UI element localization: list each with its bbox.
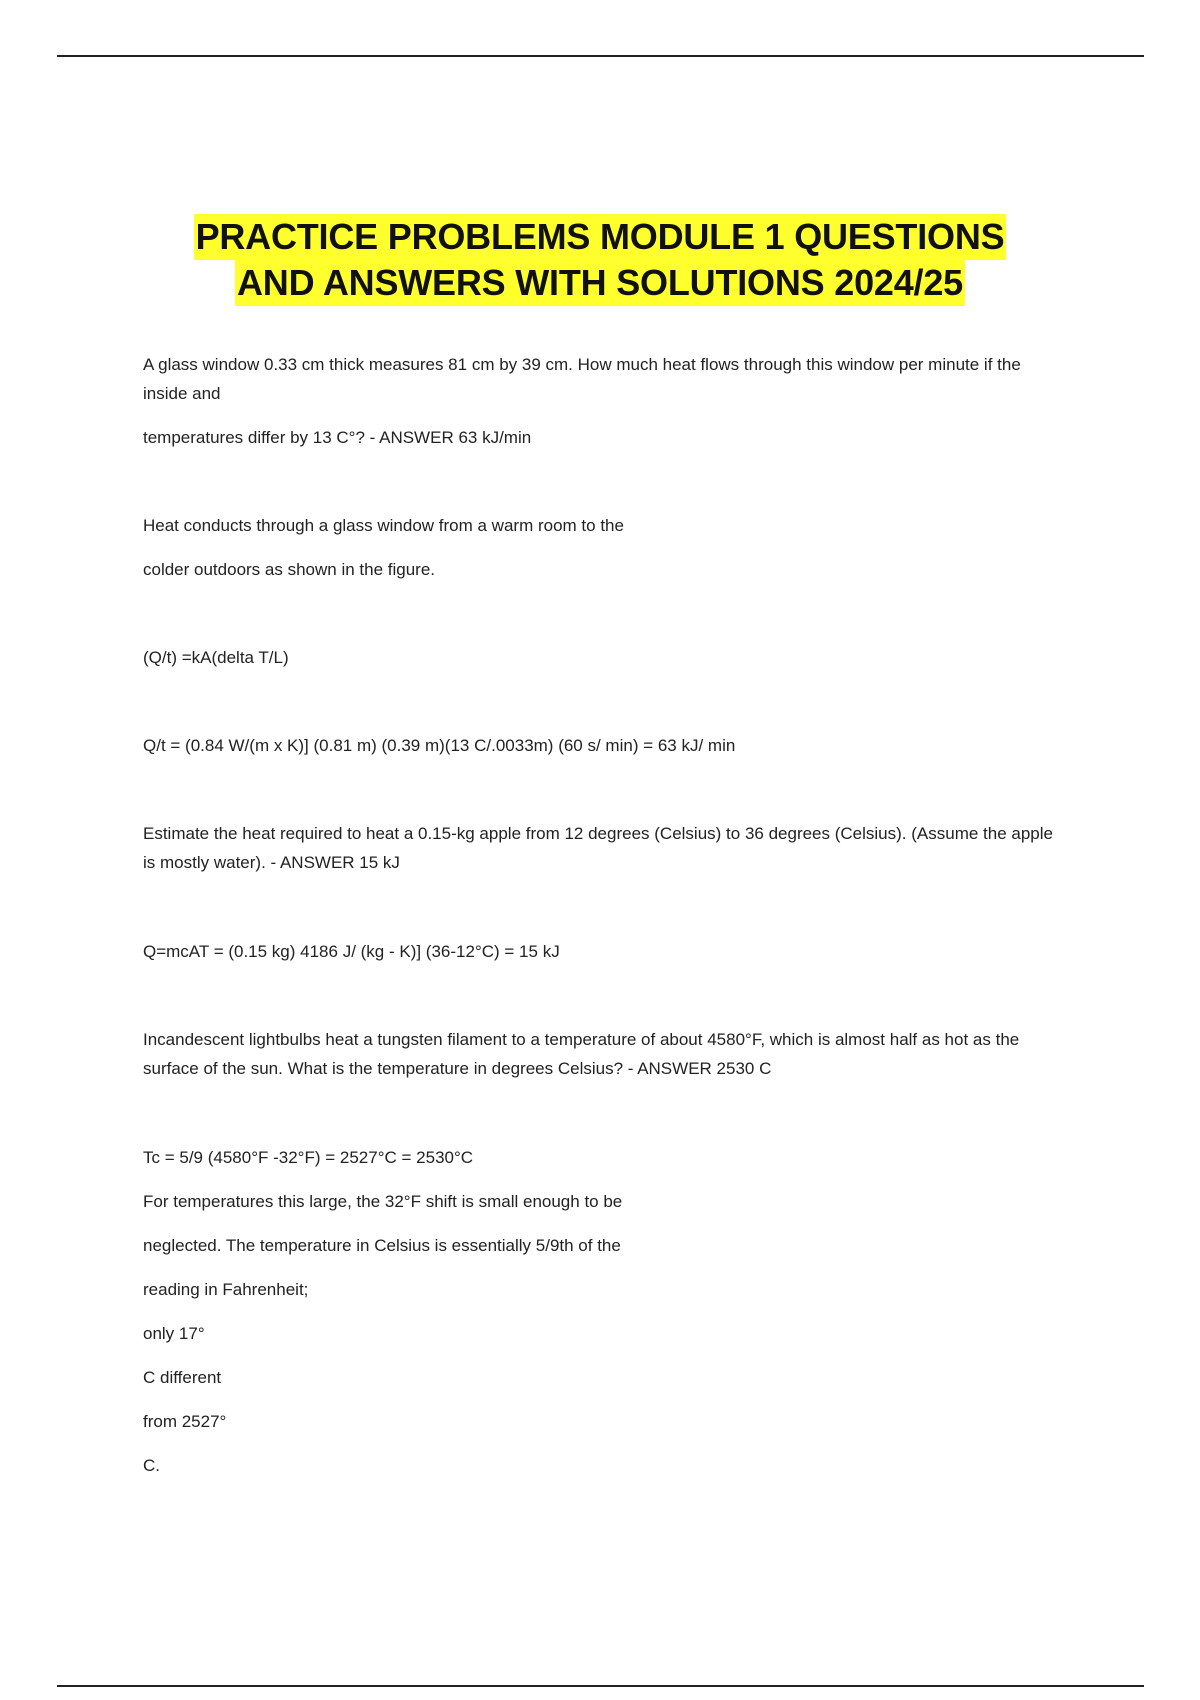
solution-1-line-1: Heat conducts through a glass window from a warm room to the xyxy=(143,516,624,535)
top-rule xyxy=(57,55,1144,57)
solution-2-calculation: Q=mcAT = (0.15 kg) 4186 J/ (kg - K)] (36-12°C) = 15 kJ xyxy=(143,942,560,961)
question-2-text: Estimate the heat required to heat a 0.15-kg apple from 12 degrees (Celsius) to 36 degrees (Celsius). (Assume the apple is mostly water). - ANSWER 15 kJ xyxy=(143,824,1053,872)
solution-3-line-1: For temperatures this large, the 32°F shift is small enough to be xyxy=(143,1192,623,1211)
solution-1-formula: (Q/t) =kA(delta T/L) xyxy=(143,648,289,667)
solution-3-line-7: C. xyxy=(143,1456,160,1475)
solution-3-line-2: neglected. The temperature in Celsius is essentially 5/9th of the xyxy=(143,1236,621,1255)
question-1-answer: temperatures differ by 13 C°? - ANSWER 63 kJ/min xyxy=(143,428,532,447)
solution-1-calculation: Q/t = (0.84 W/(m x K)] (0.81 m) (0.39 m)(13 C/.0033m) (60 s/ min) = 63 kJ/ min xyxy=(143,736,736,755)
title-line-2: AND ANSWERS WITH SOLUTIONS 2024/25 xyxy=(235,260,965,306)
solution-3-line-6: from 2527° xyxy=(143,1412,227,1431)
document-title xyxy=(0,214,1200,306)
question-1-text: A glass window 0.33 cm thick measures 81 cm by 39 cm. How much heat flows through this window per minute if the inside and xyxy=(143,355,1021,403)
solution-1-line-2: colder outdoors as shown in the figure. xyxy=(143,560,436,579)
bottom-rule xyxy=(57,1685,1144,1687)
question-3-text: Incandescent lightbulbs heat a tungsten filament to a temperature of about 4580°F, which is almost half as hot as the surface of the sun. What is the temperature in degrees Celsius? - ANSWER 2530 C xyxy=(143,1030,1020,1078)
title-line-1: PRACTICE PROBLEMS MODULE 1 QUESTIONS xyxy=(194,214,1007,260)
solution-3-line-5: C different xyxy=(143,1368,222,1387)
solution-3-calculation: Tc = 5/9 (4580°F -32°F) = 2527°C = 2530°C xyxy=(143,1148,474,1167)
solution-3-line-3: reading in Fahrenheit; xyxy=(143,1280,309,1299)
solution-3-line-4: only 17° xyxy=(143,1324,205,1343)
